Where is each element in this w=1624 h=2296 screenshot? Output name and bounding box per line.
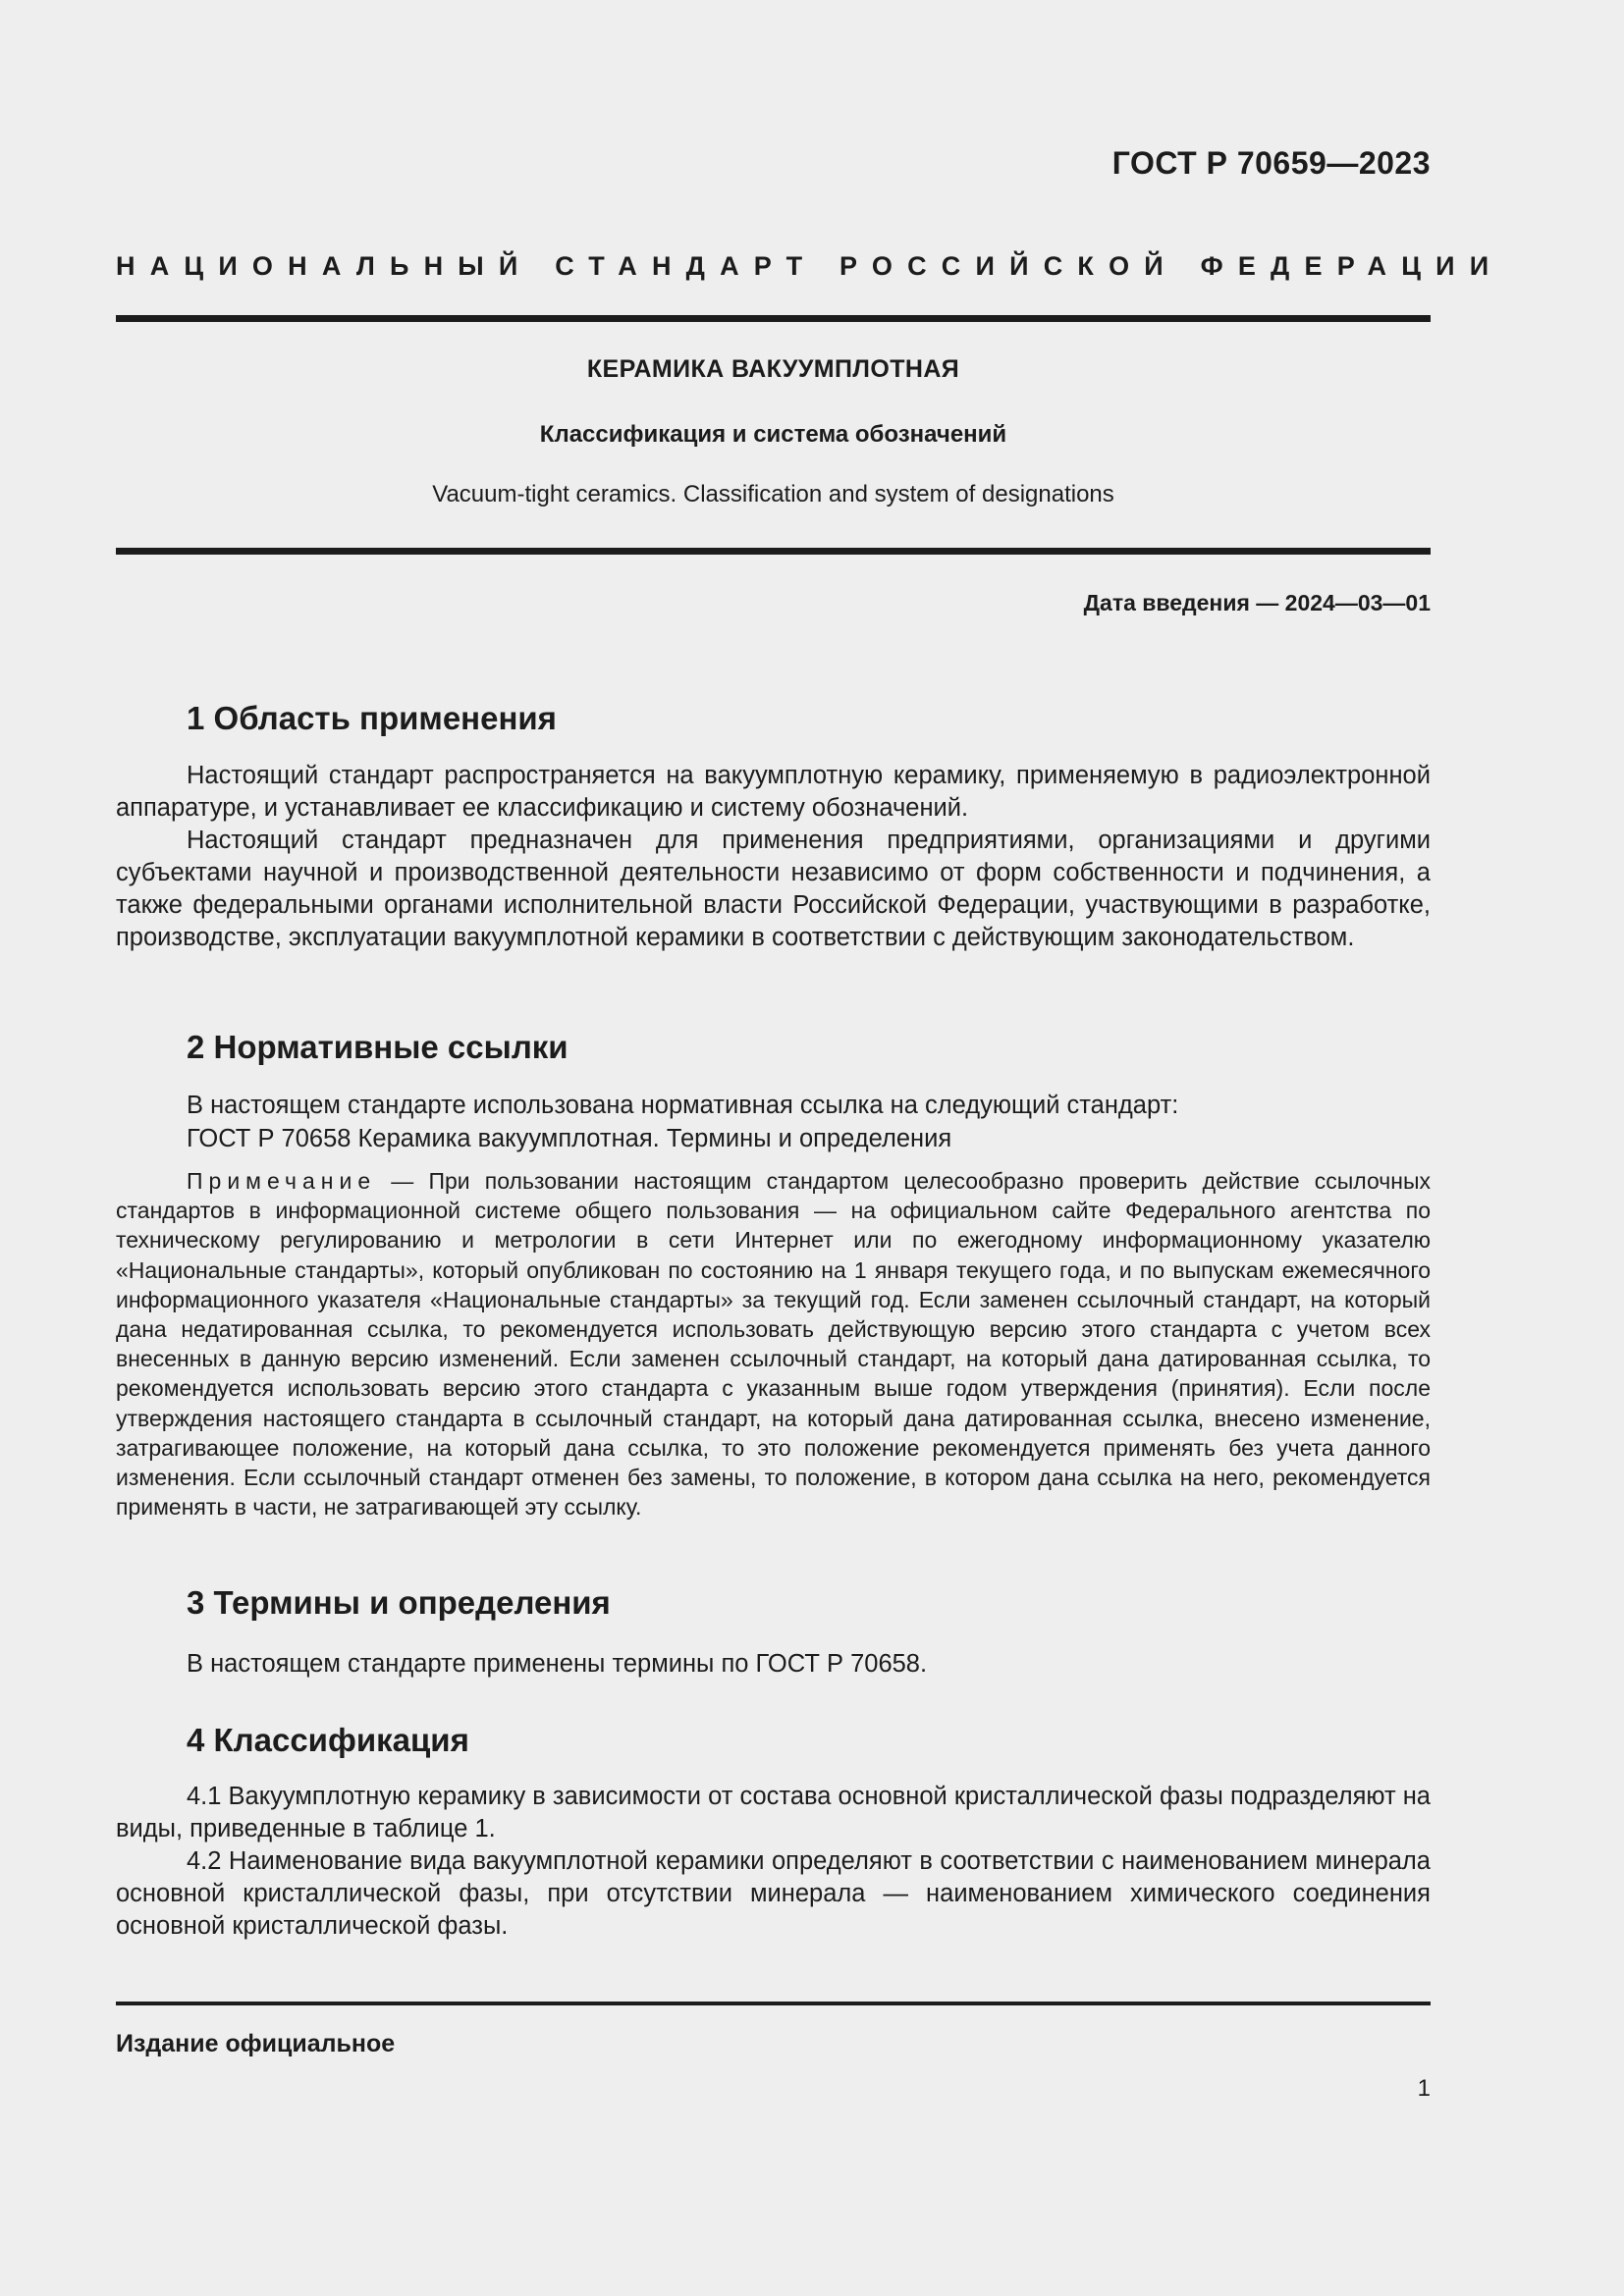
introduction-date: Дата введения — 2024—03—01 [1083,590,1431,615]
section-3-heading: 3 Термины и определения [187,1584,611,1621]
note-text: — При пользовании настоящим стандартом целесообразно проверить действие ссылочных стандартов в информационной системе общего пользования — на официальном сайте Федерального агентства по техническому регулированию и метрологии в сети Интернет или по ежегодному информационному указателю «Национальные стандарты», который опубликован по состоянию на 1 января текущего года, и по выпускам ежемесячного информационного указателя «Национальные стандарты» за текущий год. Если заменен ссылочный стандарт, на который дана недатированная ссылка, то рекомендуется использовать действующую версию этого стандарта с учетом всех внесенных в данную версию изменений. Если заменен ссылочный стандарт, на который дана датированная ссылка, то рекомендуется использовать версию этого стандарта с указанным выше годом утверждения (принятия). Если после утверждения настоящего стандарта в ссылочный стандарт, на который дана датированная ссылка, внесено изменение, затрагивающее положение, на который дана ссылка, то это положение рекомендуется применять без учета данного изменения. Если ссылочный стандарт отменен без замены, то положение, в котором дана ссылка на него, рекомендуется применять в части, не затрагивающей эту ссылку. [116,1168,1431,1521]
section-4-paragraph-2: 4.2 Наименование вида вакуумплотной керамики определяют в соответствии с наименованием минерала основной кристаллической фазы, при отсутствии минерала — наименованием химического соединения основной кристаллической фазы. [116,1847,1431,1940]
section-1-paragraph-1: Настоящий стандарт распространяется на вакуумплотную керамику, применяемую в радиоэлектронной аппаратуре, и устанавливает ее классификацию и систему обозначений. [116,762,1431,822]
document-page [116,0,1504,2296]
document-title: КЕРАМИКА ВАКУУМПЛОТНАЯ [586,355,960,383]
section-1-heading: 1 Область применения [187,700,557,736]
page-number: 1 [1417,2075,1431,2102]
document-number: ГОСТ Р 70659—2023 [1111,145,1431,181]
footer-rule [116,2002,1431,2005]
section-4-heading: 4 Классификация [187,1722,469,1758]
section-1-paragraph-2: Настоящий стандарт предназначен для применения предприятиями, организациями и другими субъектами научной и производственной деятельности независимо от форм собственности и подчинения, а также федеральными органами исполнительной власти Российской Федерации, участвующими в разработке, производстве, эксплуатации вакуумплотной керамики в соответствии с действующим законодательством. [116,827,1431,951]
national-standard-banner: НАЦИОНАЛЬНЫЙ СТАНДАРТ РОССИЙСКОЙ ФЕДЕРАЦИИ [116,251,1504,281]
note-label: Примечание [187,1168,377,1194]
section-3-paragraph-1: В настоящем стандарте применены термины по ГОСТ Р 70658. [187,1650,928,1678]
document-subtitle: Классификация и система обозначений [539,421,1007,448]
official-edition-label: Издание официальное [116,2030,396,2057]
section-2-note [116,1166,1431,1522]
section-2-heading: 2 Нормативные ссылки [187,1029,568,1065]
section-2-reference: ГОСТ Р 70658 Керамика вакуумплотная. Термины и определения [187,1125,952,1152]
header-rule-top [116,315,1431,322]
document-title-english: Vacuum-tight ceramics. Classification and system of designations [432,481,1114,507]
section-2-paragraph-1: В настоящем стандарте использована нормативная ссылка на следующий стандарт: [187,1092,1179,1119]
section-4-paragraph-1: 4.1 Вакуумплотную керамику в зависимости от состава основной кристаллической фазы подразделяют на виды, приведенные в таблице 1. [116,1783,1431,1842]
header-rule-bottom [116,548,1431,555]
